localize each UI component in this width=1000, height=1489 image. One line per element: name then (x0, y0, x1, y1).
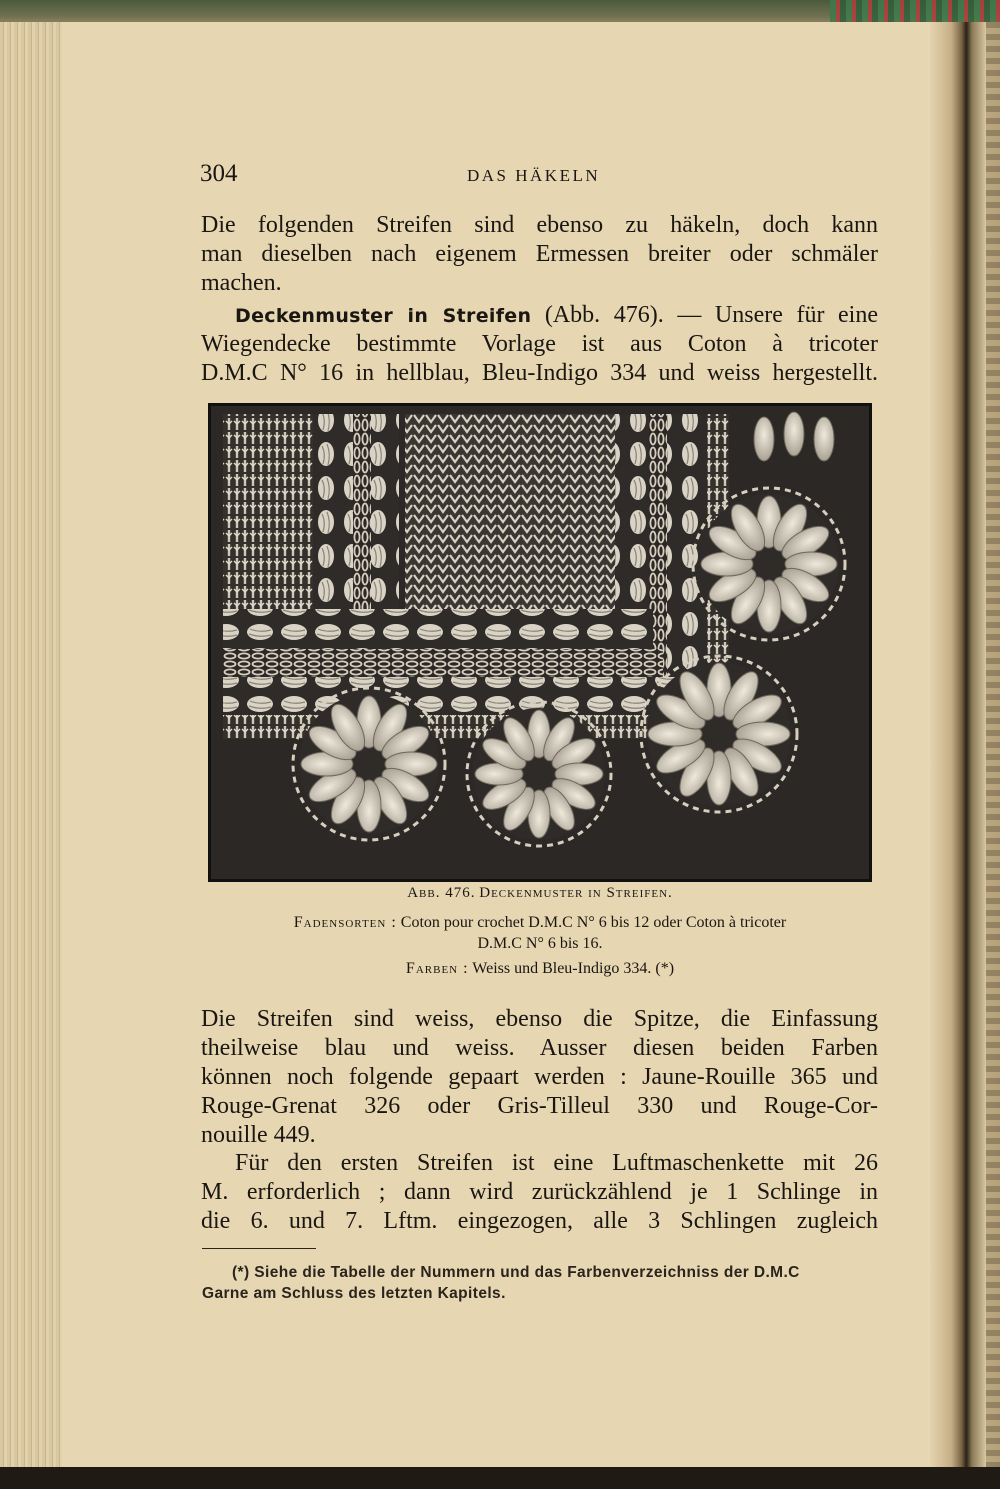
text-line: M. erforderlich ; dann wird zurückzählend je 1 Schlinge in (201, 1179, 878, 1205)
caption-title: Deckenmuster in Streifen. (479, 885, 673, 901)
section-heading: Deckenmuster in Streifen (235, 305, 532, 327)
cover-ribbon (830, 0, 1000, 22)
binding-edge (986, 22, 1000, 1467)
text-line: theilweise blau und weiss. Ausser diesen beiden Farben (201, 1035, 878, 1061)
intro-paragraph (201, 211, 878, 298)
text-line: Rouge-Grenat 326 oder Gris-Tilleul 330 und Rouge-Cor- (201, 1093, 878, 1119)
text-line: machen. (201, 270, 282, 296)
text-line: D.M.C N° 16 in hellblau, Bleu-Indigo 334 und weiss hergestellt. (201, 360, 878, 386)
running-head: DAS HÄKELN (467, 166, 601, 185)
caption-label: Abb. 476. (407, 885, 476, 901)
page-edges (0, 22, 62, 1467)
text-line: man dieselben nach eigenem Ermessen breiter oder schmäler (201, 241, 878, 267)
text-fragment: (Abb. 476). — Unsere für eine (544, 302, 878, 328)
footnote-line-1: (*) Siehe die Tabelle der Nummern und das Farbenverzeichniss der D.M.C (232, 1264, 800, 1281)
text-line: Die Streifen sind weiss, ebenso die Spitze, die Einfassung (201, 1006, 878, 1032)
body-paragraph (201, 1005, 878, 1150)
footnote-rule (202, 1248, 316, 1249)
section-paragraph (201, 301, 878, 388)
text-line: Für den ersten Streifen ist eine Luftmaschenkette mit 26 (235, 1150, 878, 1176)
crochet-illustration (209, 404, 871, 881)
colors-text: Weiss und Bleu-Indigo 334. (*) (472, 960, 675, 977)
text-line (201, 301, 878, 330)
figure-caption (200, 885, 880, 902)
page-number: 304 (200, 160, 238, 187)
figure-materials (200, 912, 880, 954)
materials-text-2: D.M.C N° 6 bis 16. (477, 935, 603, 952)
footnote-line-2: Garne am Schluss des letzten Kapitels. (202, 1285, 506, 1302)
materials-text: Coton pour crochet D.M.C N° 6 bis 12 oder Coton à tricoter (400, 914, 787, 931)
crochet-figure (208, 403, 872, 882)
text-line: Die folgenden Streifen sind ebenso zu häkeln, doch kann (201, 212, 878, 238)
text-line: Wiegendecke bestimmte Vorlage ist aus Coton à tricoter (201, 331, 878, 357)
body-paragraph-2 (201, 1149, 878, 1236)
figure-colors (200, 960, 880, 978)
bottom-edge (0, 1467, 1000, 1489)
text-line: die 6. und 7. Lftm. eingezogen, alle 3 Schlingen zugleich (201, 1208, 878, 1234)
text-line: nouille 449. (201, 1122, 316, 1148)
text-line: können noch folgende gepaart werden : Jaune-Rouille 365 und (201, 1064, 878, 1090)
materials-label: Fadensorten : (293, 914, 397, 931)
colors-label: Farben : (405, 960, 469, 977)
